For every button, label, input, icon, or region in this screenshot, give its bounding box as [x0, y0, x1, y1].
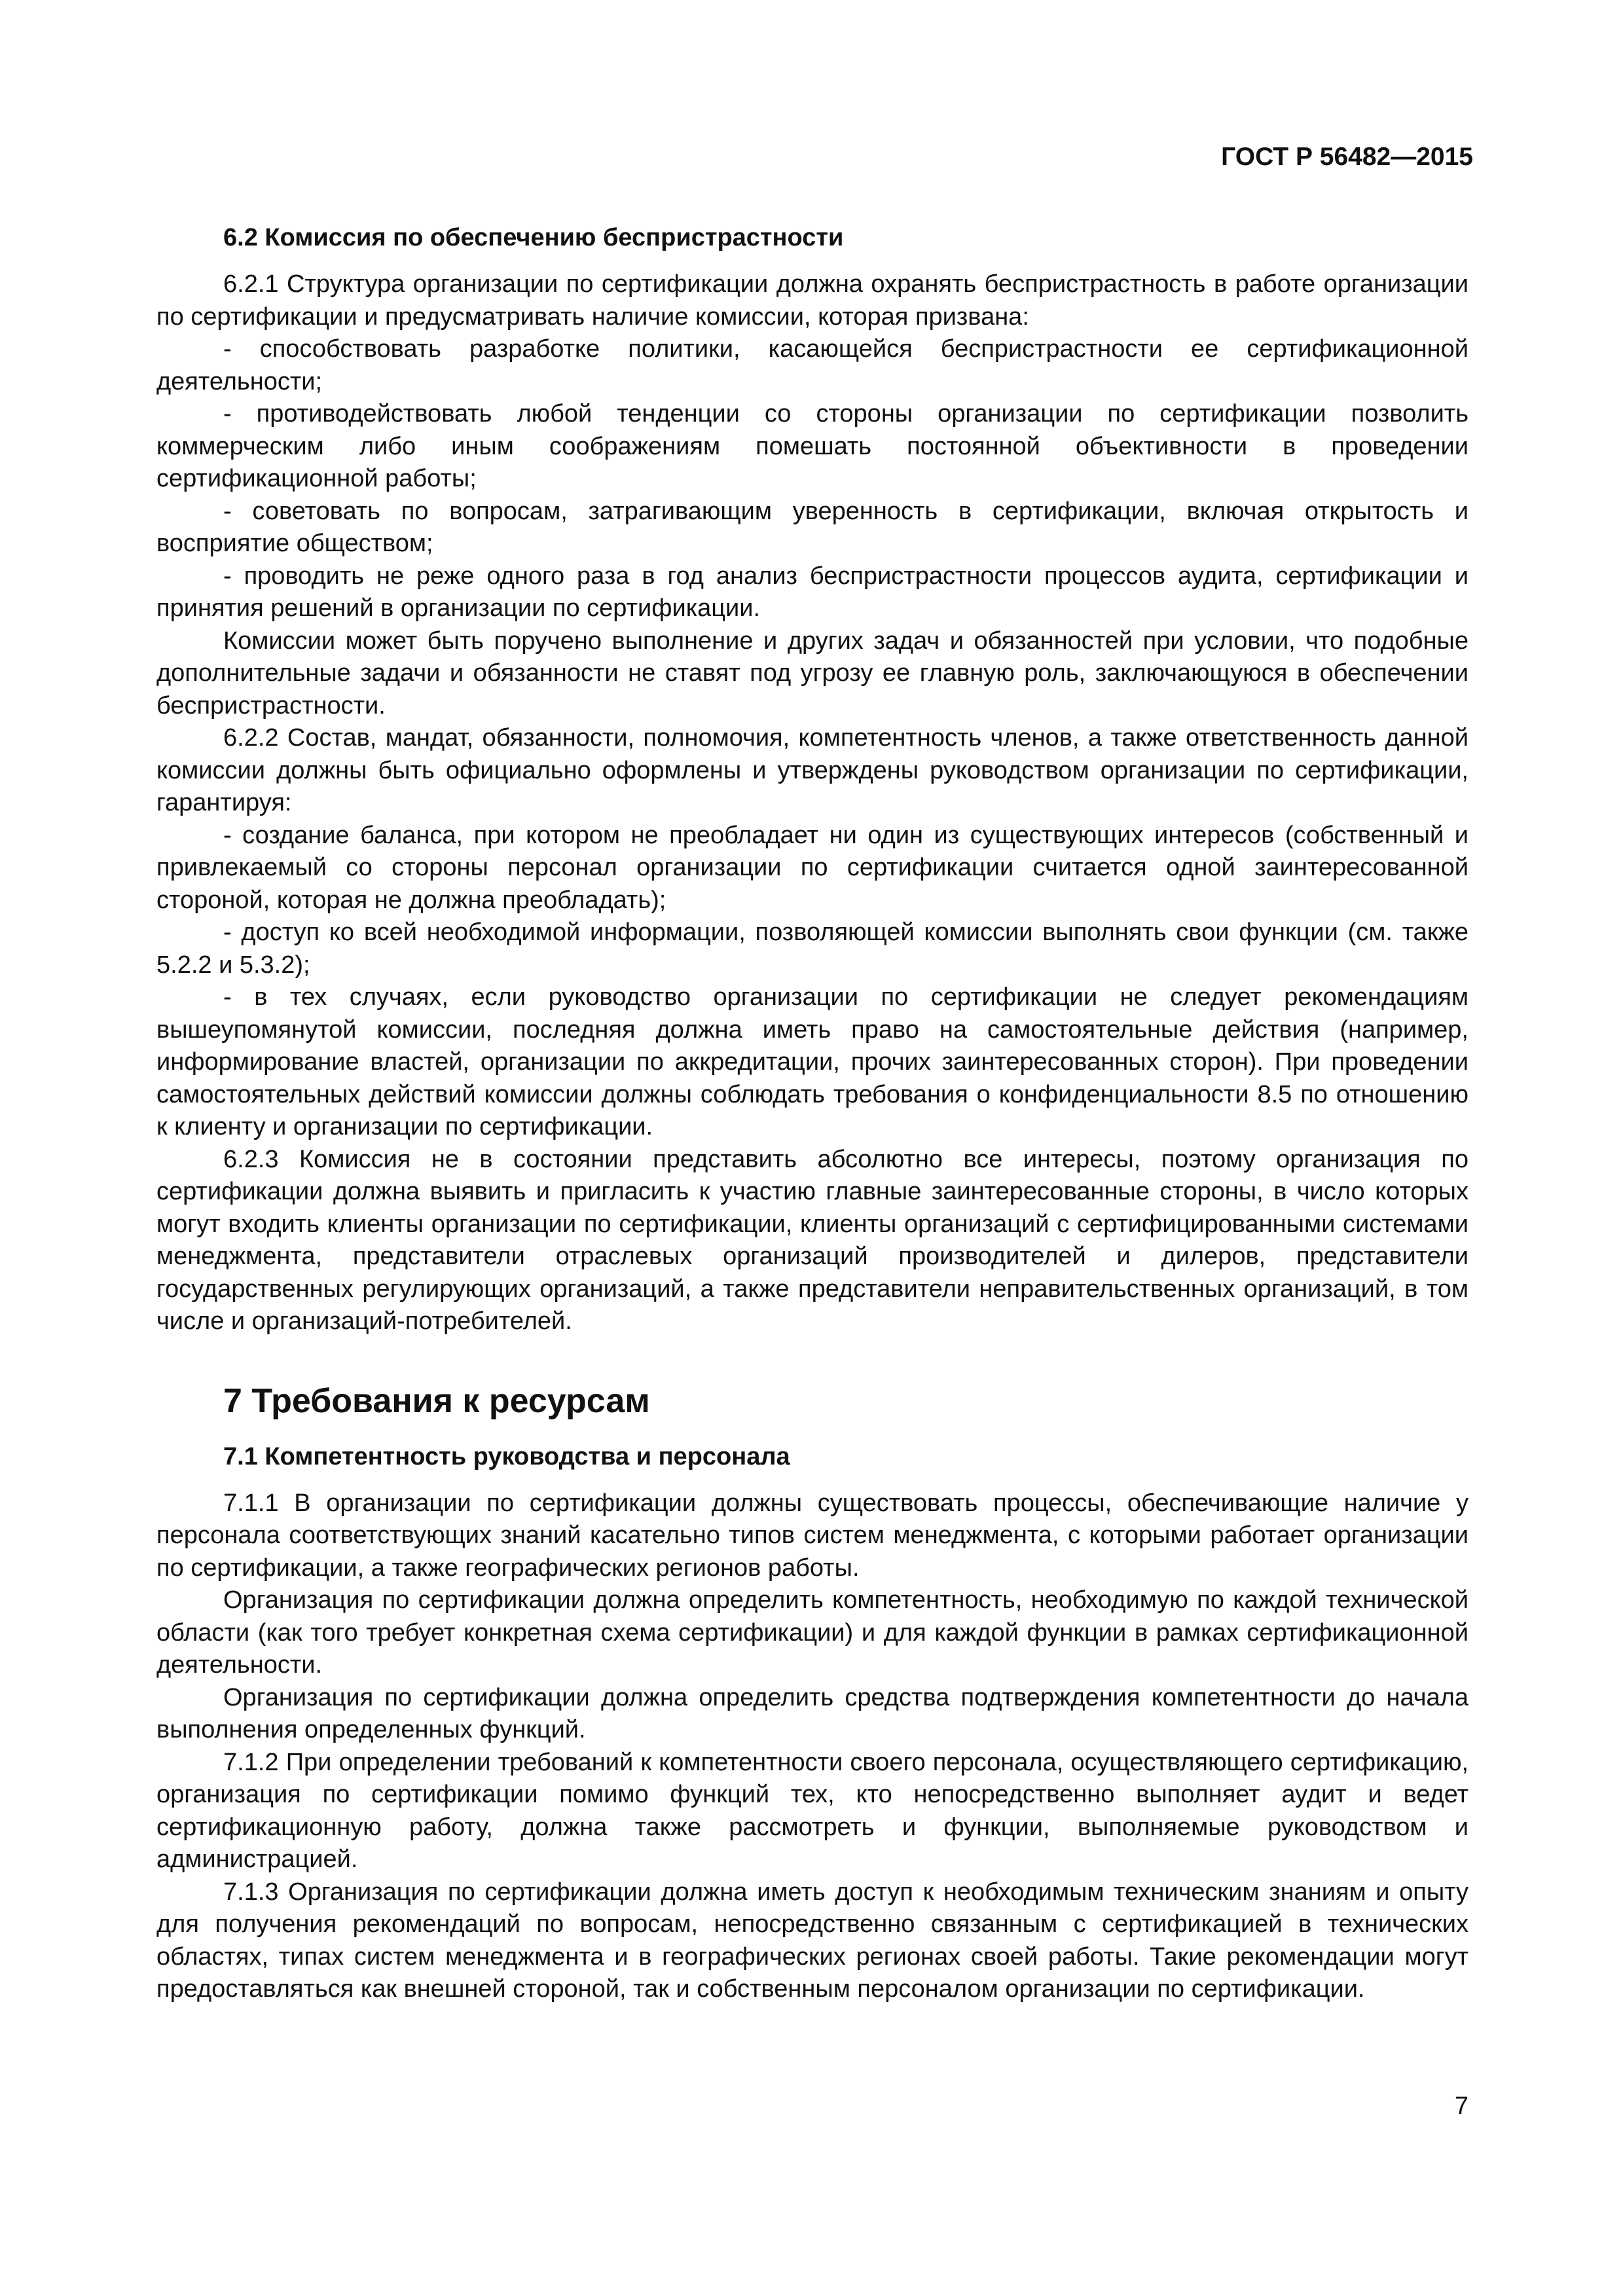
list-item: - создание баланса, при котором не преобладает ни один из существующих интересов (собственный и привлекаемый со стороны персонал организации по сертификации считается одной заинтересованной стороной, которая не должна преобладать); [156, 821, 1468, 914]
paragraph-6-2-2: 6.2.2 Состав, мандат, обязанности, полномочия, компетентность членов, а также ответственность данной комиссии должны быть официально оформлены и утверждены руководством организации по сертификации, гарантируя: [156, 724, 1468, 816]
list-item: - противодействовать любой тенденции со стороны организации по сертификации позволить коммерческим либо иным соображениям помешать постоянной объективности в проведении сертификационной работы; [156, 400, 1468, 492]
paragraph-6-2-1: 6.2.1 Структура организации по сертификации должна охранять беспристрастность в работе организации по сертификации и предусматривать наличие комиссии, которая призвана: [156, 270, 1468, 331]
list-item: - доступ ко всей необходимой информации, позволяющей комиссии выполнять свои функции (см. также 5.2.2 и 5.3.2); [156, 919, 1468, 979]
page-number: 7 [1454, 2092, 1468, 2120]
list-item: - советовать по вопросам, затрагивающим уверенность в сертификации, включая открытость и восприятие обществом; [156, 497, 1468, 557]
paragraph: Организация по сертификации должна определить компетентность, необходимую по каждой технической области (как того требует конкретная схема сертификации) и для каждой функции в рамках сертификационной деятельности. [156, 1586, 1468, 1679]
list-item: - в тех случаях, если руководство организации по сертификации не следует рекомендациям вышеупомянутой комиссии, последняя должна иметь право на самостоятельные действия (например, информирование властей, организации по аккредитации, прочих заинтересованных сторон). При проведении самостоятельных действий комиссии должны соблюдать требования о конфиденциальности 8.5 по отношению к клиенту и организации по сертификации. [156, 983, 1468, 1140]
paragraph-7-1-1: 7.1.1 В организации по сертификации должны существовать процессы, обеспечивающие наличие у персонала соответствующих знаний касательно типов систем менеджмента, с которыми работает организации по сертификации, а также географических регионов работы. [156, 1489, 1468, 1582]
paragraph: Организация по сертификации должна определить средства подтверждения компетентности до начала выполнения определенных функций. [156, 1683, 1468, 1743]
list-item: - проводить не реже одного раза в год анализ беспристрастности процессов аудита, сертификации и принятия решений в организации по сертификации. [156, 562, 1468, 622]
document-code: ГОСТ Р 56482—2015 [1221, 143, 1473, 171]
list-item: - способствовать разработке политики, касающейся беспристрастности ее сертификационной деятельности; [156, 335, 1468, 395]
paragraph-7-1-3: 7.1.3 Организация по сертификации должна иметь доступ к необходимым техническим знаниям и опыту для получения рекомендаций по вопросам, непосредственно связанным с сертификацией в технических областях, типах систем менеджмента и в географических регионах своей работы. Такие рекомендации могут предоставляться как внешней стороной, так и собственным персоналом организации по сертификации. [156, 1878, 1468, 2003]
paragraph-6-2-3: 6.2.3 Комиссия не в состоянии представить абсолютно все интересы, поэтому организация по сертификации должна выявить и пригласить к участию главные заинтересованные стороны, в число которых могут входить клиенты организации по сертификации, клиенты организаций с сертифицированными системами менеджмента, представители отраслевых организаций производителей и дилеров, представители государственных регулирующих организаций, а также представители неправительственных организаций, в том числе и организаций-потребителей. [156, 1145, 1468, 1335]
section-6-2-heading: 6.2 Комиссия по обеспечению беспристрастности [223, 224, 844, 251]
paragraph-7-1-2: 7.1.2 При определении требований к компетентности своего персонала, осуществляющего сертификацию, организация по сертификации помимо функций тех, кто непосредственно выполняет аудит и ведет сертификационную работу, должна также рассмотреть и функции, выполняемые руководством и администрацией. [156, 1748, 1468, 1873]
section-7-1-heading: 7.1 Компетентность руководства и персонала [223, 1442, 790, 1470]
paragraph: Комиссии может быть поручено выполнение и других задач и обязанностей при условии, что подобные дополнительные задачи и обязанности не ставят под угрозу ее главную роль, заключающуюся в обеспечении беспристрастности. [156, 627, 1468, 720]
section-7-heading: 7 Требования к ресурсам [223, 1381, 650, 1420]
document-body [156, 221, 1468, 2006]
